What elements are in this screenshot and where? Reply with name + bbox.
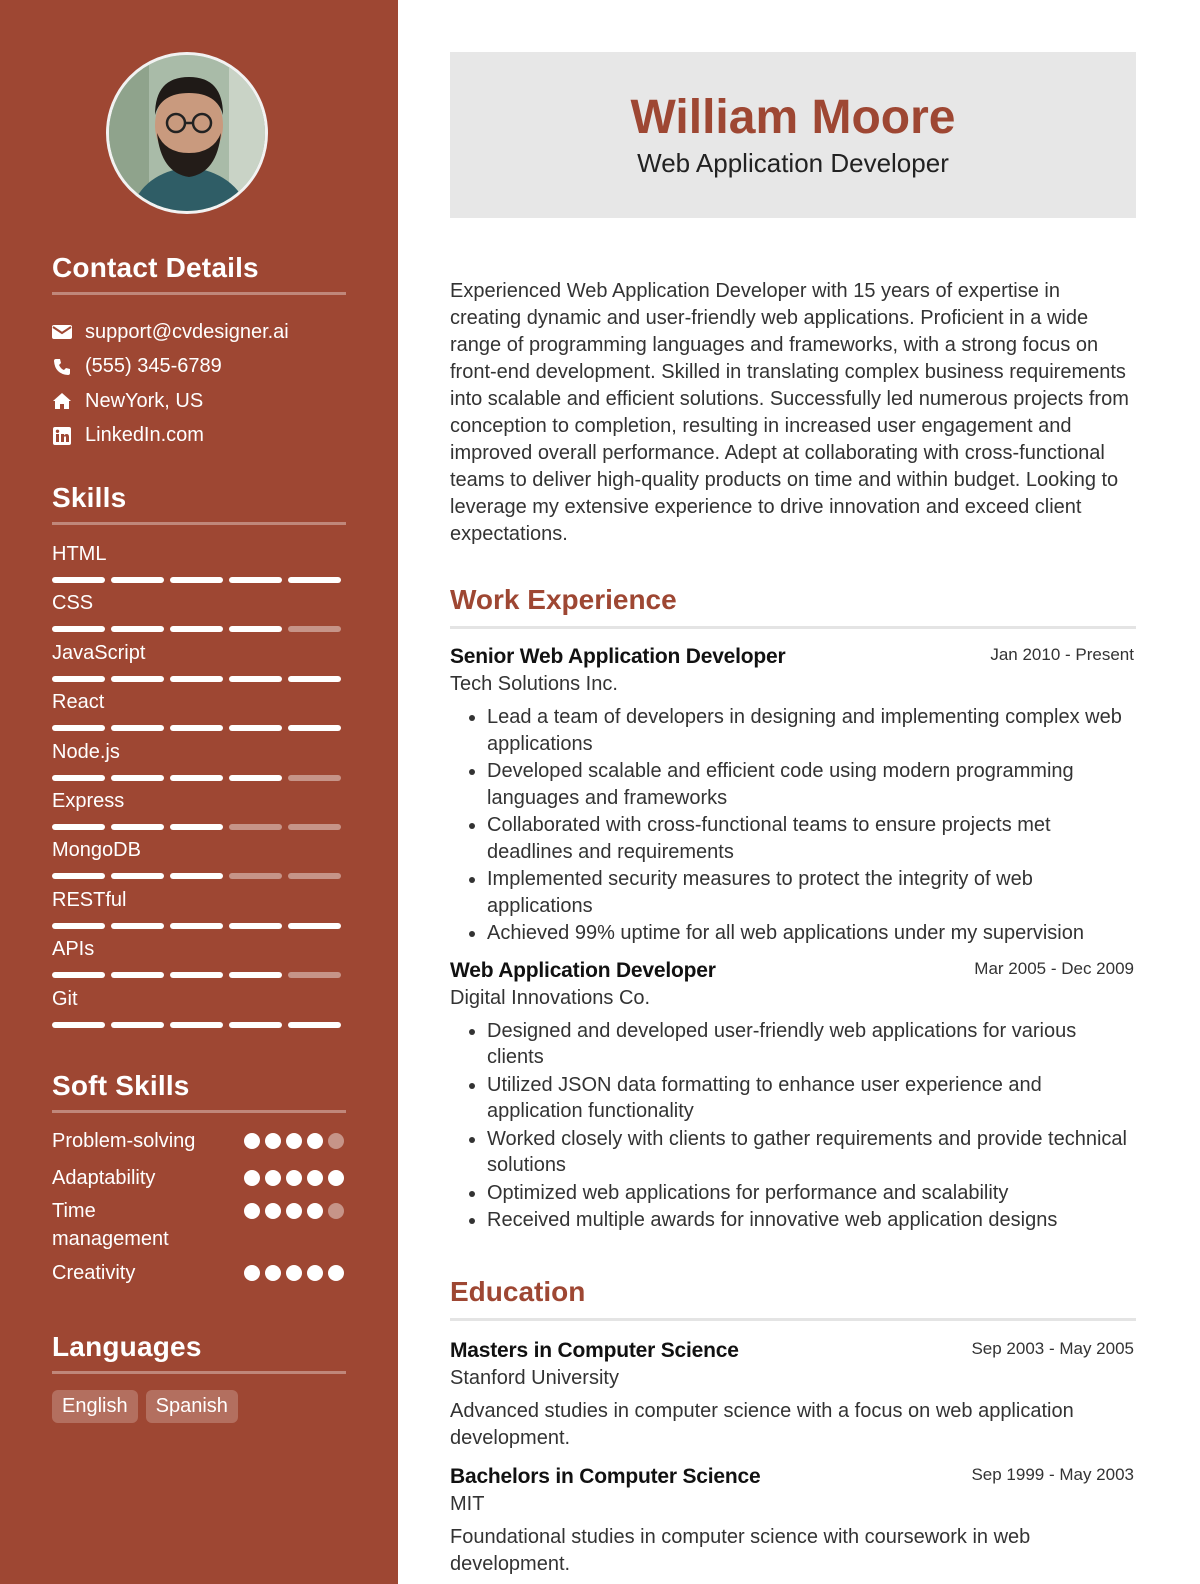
skill-name: HTML: [52, 543, 107, 565]
skill-bar-filled: [111, 923, 164, 929]
skill-row: [52, 737, 346, 786]
contact-list: [52, 315, 346, 453]
skill-level-bars: [52, 626, 341, 632]
job-date: Jan 2010 - Present: [990, 645, 1134, 664]
soft-skill-row: [52, 1259, 346, 1289]
languages-title: Languages: [52, 1331, 346, 1374]
skill-row: [52, 835, 346, 884]
languages-section: [52, 1331, 346, 1423]
skill-row: [52, 588, 346, 637]
skill-bar-filled: [170, 626, 223, 632]
job-entry: [450, 645, 1136, 947]
skill-name: CSS: [52, 592, 94, 615]
skill-level-bars: [52, 873, 341, 879]
skill-name: Git: [52, 987, 78, 1010]
candidate-name: William Moore: [630, 91, 956, 144]
rating-dot-filled: [286, 1203, 302, 1219]
rating-dot-filled: [307, 1133, 323, 1149]
skill-row: [52, 539, 346, 588]
skill-bar-filled: [170, 725, 223, 731]
skill-bar-filled: [288, 1022, 341, 1028]
education-desc: Foundational studies in computer science with coursework in web development.: [450, 1526, 1031, 1575]
skills-list: [52, 539, 346, 1033]
soft-skill-name: Time management: [52, 1200, 169, 1250]
language-tag: English: [52, 1390, 138, 1423]
job-bullet: • Utilized JSON data formatting to enhance user experience and application functionality: [487, 1072, 1136, 1125]
soft-skill-rating: [244, 1170, 344, 1186]
skill-level-bars: [52, 923, 341, 929]
skill-bar-filled: [170, 873, 223, 879]
skill-name: APIs: [52, 938, 95, 961]
job-bullet: • Worked closely with clients to gather requirements and provide technical solutions: [487, 1126, 1136, 1179]
job-bullets: [450, 704, 1136, 947]
contact-linkedin-text: LinkedIn.com: [85, 424, 204, 447]
soft-skill-rating: [244, 1203, 344, 1219]
skill-bar-filled: [111, 775, 164, 781]
sidebar: [0, 0, 398, 1584]
skill-level-bars: [52, 1022, 341, 1028]
job-org: Tech Solutions Inc.: [450, 673, 618, 695]
skill-row: [52, 984, 346, 1033]
soft-skill-name: Creativity: [52, 1262, 136, 1284]
skill-bar-filled: [288, 725, 341, 731]
phone-icon: [52, 357, 72, 377]
skill-bar-filled: [229, 972, 282, 978]
rating-dot-filled: [286, 1170, 302, 1186]
soft-skill-rating: [244, 1265, 344, 1281]
soft-skill-name: Problem-solving: [52, 1130, 196, 1152]
skill-bar-filled: [52, 626, 105, 632]
rating-dot-filled: [244, 1170, 260, 1186]
soft-skill-rating: [244, 1133, 344, 1149]
contact-phone[interactable]: [52, 350, 346, 385]
rating-dot-filled: [307, 1170, 323, 1186]
degree-title: Masters in Computer Science: [450, 1339, 739, 1362]
rating-dot-filled: [244, 1203, 260, 1219]
skill-level-bars: [52, 577, 341, 583]
skill-bar-filled: [229, 577, 282, 583]
skill-bar-filled: [288, 923, 341, 929]
skill-bar-empty: [288, 824, 341, 830]
skill-row: [52, 885, 346, 934]
education-desc: Advanced studies in computer science with a focus on web application development.: [450, 1400, 1074, 1449]
avatar: [106, 52, 268, 214]
skill-bar-filled: [229, 676, 282, 682]
rating-dot-filled: [265, 1203, 281, 1219]
skill-bar-empty: [288, 972, 341, 978]
skill-name: React: [52, 691, 105, 714]
contact-location-text: NewYork, US: [85, 389, 204, 412]
contact-linkedin[interactable]: [52, 419, 346, 454]
job-date: Mar 2005 - Dec 2009: [974, 958, 1134, 978]
skill-bar-empty: [229, 824, 282, 830]
education-date: Sep 1999 - May 2003: [971, 1465, 1134, 1484]
rating-dot-filled: [265, 1170, 281, 1186]
skill-bar-filled: [288, 577, 341, 583]
skills-section: [52, 482, 346, 1033]
skill-name: Node.js: [52, 740, 120, 763]
skill-bar-empty: [288, 775, 341, 781]
skills-title: Skills: [52, 482, 346, 525]
skill-name: RESTful: [52, 888, 127, 911]
skill-bar-filled: [288, 676, 341, 682]
contact-email-text: support@cvdesigner.ai: [85, 320, 289, 343]
envelope-icon: [52, 322, 72, 342]
school-name: Stanford University: [450, 1367, 619, 1389]
education-section: [450, 1276, 1136, 1577]
skill-bar-filled: [52, 577, 105, 583]
profile-photo: [109, 55, 268, 214]
rating-dot-empty: [328, 1133, 344, 1149]
skill-bar-filled: [170, 1022, 223, 1028]
skill-bar-empty: [288, 626, 341, 632]
skill-level-bars: [52, 972, 341, 978]
skill-bar-filled: [229, 775, 282, 781]
skill-bar-filled: [111, 873, 164, 879]
job-bullet: • Achieved 99% uptime for all web applications under my supervision: [487, 920, 1136, 947]
education-date: Sep 2003 - May 2005: [971, 1339, 1134, 1358]
contact-phone-text: (555) 345-6789: [85, 355, 222, 378]
skill-name: MongoDB: [52, 839, 141, 862]
skill-bar-filled: [111, 972, 164, 978]
job-bullet: • Implemented security measures to protect the integrity of web applications: [487, 866, 1136, 919]
header-box: [450, 52, 1136, 218]
soft-skills-title: Soft Skills: [52, 1070, 346, 1113]
rating-dot-filled: [286, 1265, 302, 1281]
work-section: [450, 584, 1136, 1235]
skill-bar-filled: [111, 1022, 164, 1028]
soft-skills-list: [52, 1127, 346, 1297]
skill-bar-filled: [52, 923, 105, 929]
summary-section: [450, 278, 1136, 548]
skill-row: [52, 934, 346, 983]
education-entry: [450, 1465, 1136, 1577]
skill-bar-filled: [170, 923, 223, 929]
job-entry: [450, 959, 1136, 1234]
job-bullet: • Received multiple awards for innovative web application designs: [487, 1207, 1136, 1234]
rating-dot-filled: [286, 1133, 302, 1149]
rating-dot-filled: [328, 1265, 344, 1281]
skill-bar-filled: [229, 1022, 282, 1028]
contact-email[interactable]: [52, 315, 346, 350]
skill-name: Express: [52, 789, 125, 812]
degree-title: Bachelors in Computer Science: [450, 1465, 761, 1488]
rating-dot-filled: [307, 1203, 323, 1219]
skill-bar-filled: [111, 676, 164, 682]
skill-level-bars: [52, 775, 341, 781]
skill-bar-filled: [170, 824, 223, 830]
skill-bar-filled: [52, 824, 105, 830]
candidate-role: Web Application Developer: [637, 148, 949, 178]
job-bullet: • Optimized web applications for performance and scalability: [487, 1180, 1136, 1207]
rating-dot-filled: [265, 1133, 281, 1149]
skill-level-bars: [52, 725, 341, 731]
school-name: MIT: [450, 1493, 485, 1515]
skill-bar-filled: [170, 775, 223, 781]
job-title: Web Application Developer: [450, 958, 716, 982]
summary-text: Experienced Web Application Developer with 15 years of expertise in creating dynamic and user-friendly web applications. Proficient in a wide range of programming languages and frameworks, with a strong focus on front-end development. Skilled in translating complex business requirements into scalable and efficient solutions. Successfully led numerous projects from conception to completion, resulting in increased user engagement and improved overall performance. Adept at collaborating with cross-functional teams to deliver high-quality products on time and within budget. Looking to leverage my extensive experience to drive innovation and exceed client expectations.: [450, 280, 1129, 545]
skill-bar-filled: [111, 626, 164, 632]
skill-bar-filled: [111, 725, 164, 731]
skill-level-bars: [52, 676, 341, 682]
soft-skill-name: Adaptability: [52, 1167, 156, 1189]
skill-bar-filled: [52, 1022, 105, 1028]
soft-skill-row: [52, 1197, 346, 1257]
job-bullets: [450, 1018, 1136, 1234]
skill-row: [52, 786, 346, 835]
rating-dot-empty: [328, 1203, 344, 1219]
job-bullet: • Collaborated with cross-functional teams to ensure projects met deadlines and requirements: [487, 812, 1136, 865]
contact-location: [52, 384, 346, 419]
soft-skill-row: [52, 1127, 346, 1157]
skill-level-bars: [52, 824, 341, 830]
skill-row: [52, 687, 346, 736]
job-title: Senior Web Application Developer: [450, 645, 786, 668]
language-tag: Spanish: [146, 1390, 238, 1423]
rating-dot-filled: [328, 1170, 344, 1186]
job-bullet: • Developed scalable and efficient code using modern programming languages and frameworks: [487, 758, 1136, 811]
rating-dot-filled: [265, 1265, 281, 1281]
skill-bar-filled: [170, 577, 223, 583]
job-org: Digital Innovations Co.: [450, 986, 651, 1009]
soft-skills-section: [52, 1070, 346, 1297]
skill-bar-filled: [52, 725, 105, 731]
languages-list: [52, 1390, 346, 1423]
skill-bar-filled: [52, 676, 105, 682]
soft-skill-row: [52, 1164, 346, 1194]
education-title: Education: [450, 1276, 1136, 1321]
rating-dot-filled: [244, 1133, 260, 1149]
skill-bar-filled: [229, 626, 282, 632]
home-icon: [52, 391, 72, 411]
skill-bar-filled: [52, 775, 105, 781]
job-bullet: • Designed and developed user-friendly web applications for various clients: [487, 1018, 1136, 1071]
skill-bar-filled: [52, 972, 105, 978]
education-entry: [450, 1339, 1136, 1451]
contact-section: [52, 252, 346, 453]
job-bullet: • Lead a team of developers in designing and implementing complex web applications: [487, 704, 1136, 757]
skill-name: JavaScript: [52, 641, 146, 664]
skill-bar-empty: [229, 873, 282, 879]
skill-bar-filled: [170, 676, 223, 682]
linkedin-icon: [52, 426, 72, 446]
rating-dot-filled: [307, 1265, 323, 1281]
skill-bar-filled: [111, 824, 164, 830]
skill-bar-filled: [52, 873, 105, 879]
work-title: Work Experience: [450, 584, 1136, 629]
skill-row: [52, 638, 346, 687]
contact-title: Contact Details: [52, 252, 346, 295]
skill-bar-filled: [111, 577, 164, 583]
skill-bar-filled: [229, 725, 282, 731]
skill-bar-filled: [170, 972, 223, 978]
skill-bar-filled: [229, 923, 282, 929]
rating-dot-filled: [244, 1265, 260, 1281]
skill-bar-empty: [288, 873, 341, 879]
